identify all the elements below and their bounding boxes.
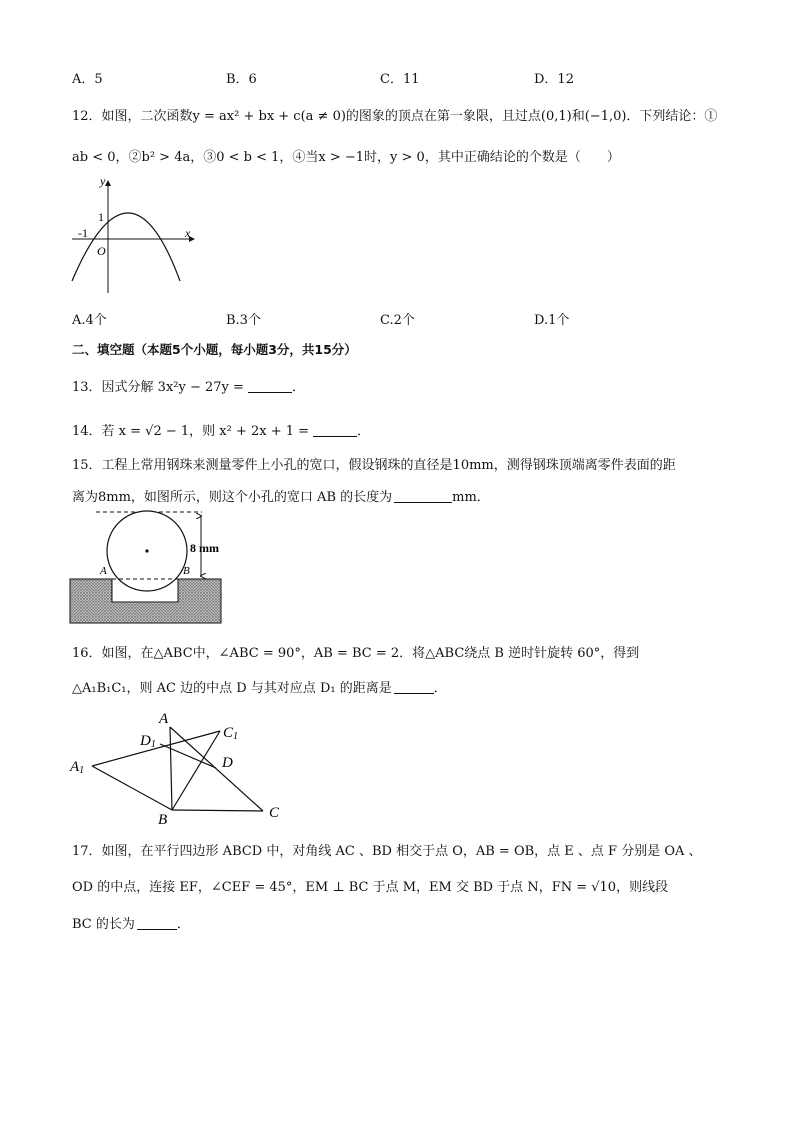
segment-d1d xyxy=(160,744,216,768)
label-d1: D1 xyxy=(140,733,156,750)
q11-option-b: B．6 xyxy=(226,72,257,87)
y-axis-label: y xyxy=(100,175,106,188)
q17-stem-line2: OD 的中点，连接 EF，∠CEF = 45°，EM ⊥ BC 于点 M，EM 交 BD 于点 N，FN = √10，则线段 xyxy=(72,880,669,895)
q14-answer-blank[interactable] xyxy=(313,424,357,437)
segment-a1c1 xyxy=(92,731,220,766)
label-c1: C1 xyxy=(223,725,239,742)
q16-rotation-figure xyxy=(66,705,296,827)
q14-line xyxy=(72,420,370,439)
q15-answer-blank[interactable] xyxy=(394,490,452,503)
segment-ab xyxy=(170,727,172,810)
label-a1: A1 xyxy=(70,759,85,776)
tick-label-neg1: -1 xyxy=(78,226,88,240)
q16-end: ． xyxy=(433,681,447,696)
segment-c1b xyxy=(172,731,220,810)
q17-stem-line3-wrap xyxy=(72,913,190,932)
q16-answer-blank[interactable] xyxy=(394,681,434,694)
q16-stem-line1: 16．如图，在△ABC中，∠ABC = 90°，AB = BC = 2．将△ABC绕点 B 逆时针旋转 60°，得到 xyxy=(72,646,640,661)
label-b: B xyxy=(158,812,168,827)
depth-label: 8 mm xyxy=(190,541,219,555)
segment-ac xyxy=(170,727,263,811)
q12-option-b: B.3个 xyxy=(226,313,261,328)
q16-stem-line2-wrap xyxy=(72,677,447,696)
q14-end: ． xyxy=(357,424,371,439)
q15-end: mm． xyxy=(452,490,490,505)
q12-option-c: C.2个 xyxy=(380,313,415,328)
point-a-label: A xyxy=(100,565,107,577)
section-heading: 二、填空题（本题5个小题，每小题3分，共15分） xyxy=(72,342,357,357)
segment-a1b xyxy=(92,766,172,810)
q12-option-a: A.4个 xyxy=(72,313,107,328)
q12-stem-line1: 12．如图，二次函数y = ax² + bx + c(a ≠ 0)的图象的顶点在第一象限，且过点(0,1)和(−1,0)．下列结论：① xyxy=(72,109,718,124)
point-b-label: B xyxy=(183,565,190,577)
segment-bc xyxy=(172,810,263,811)
q11-option-d: D．12 xyxy=(534,72,574,87)
label-d: D xyxy=(222,755,233,771)
q16-stem-line2: △A₁B₁C₁，则 AC 边的中点 D 与其对应点 D₁ 的距离是 xyxy=(72,681,392,696)
q11-option-c: C．11 xyxy=(380,72,420,87)
q13-line xyxy=(72,376,305,395)
q17-stem-line3: BC 的长为 xyxy=(72,917,135,932)
q13-end: ． xyxy=(291,380,305,395)
q15-steel-ball-figure xyxy=(68,508,228,628)
q12-stem-line2: ab < 0，②b² > 4a，③0 < b < 1，④当x > −1时，y > 0，其中正确结论的个数是（ ） xyxy=(72,150,620,165)
q12-parabola-graph xyxy=(66,175,196,295)
origin-label: O xyxy=(97,244,106,258)
q17-stem-line1: 17．如图，在平行四边形 ABCD 中，对角线 AC 、BD 相交于点 O，AB = OB，点 E 、点 F 分别是 OA 、 xyxy=(72,844,702,859)
q13-stem: 13．因式分解 3x²y − 27y = xyxy=(72,380,244,395)
q14-stem: 14．若 x = √2 − 1，则 x² + 2x + 1 = xyxy=(72,424,310,439)
q11-option-a: A．5 xyxy=(72,72,103,87)
q17-answer-blank[interactable] xyxy=(137,917,177,930)
q15-stem-line2-wrap xyxy=(72,486,490,505)
x-axis-label: x xyxy=(185,226,191,240)
label-c: C xyxy=(269,805,280,821)
tick-label-1: 1 xyxy=(98,210,104,224)
ball-center xyxy=(145,549,148,552)
q15-stem-line1: 15．工程上常用钢珠来测量零件上小孔的宽口，假设钢珠的直径是10mm，测得钢珠顶端离零件表面的距 xyxy=(72,458,676,473)
parabola-curve xyxy=(72,213,180,281)
q15-stem-line2: 离为8mm，如图所示，则这个小孔的宽口 AB 的长度为 xyxy=(72,490,393,505)
q12-option-d: D.1个 xyxy=(534,313,570,328)
label-a: A xyxy=(159,711,169,727)
q17-end: ． xyxy=(176,917,190,932)
q13-answer-blank[interactable] xyxy=(248,380,292,393)
